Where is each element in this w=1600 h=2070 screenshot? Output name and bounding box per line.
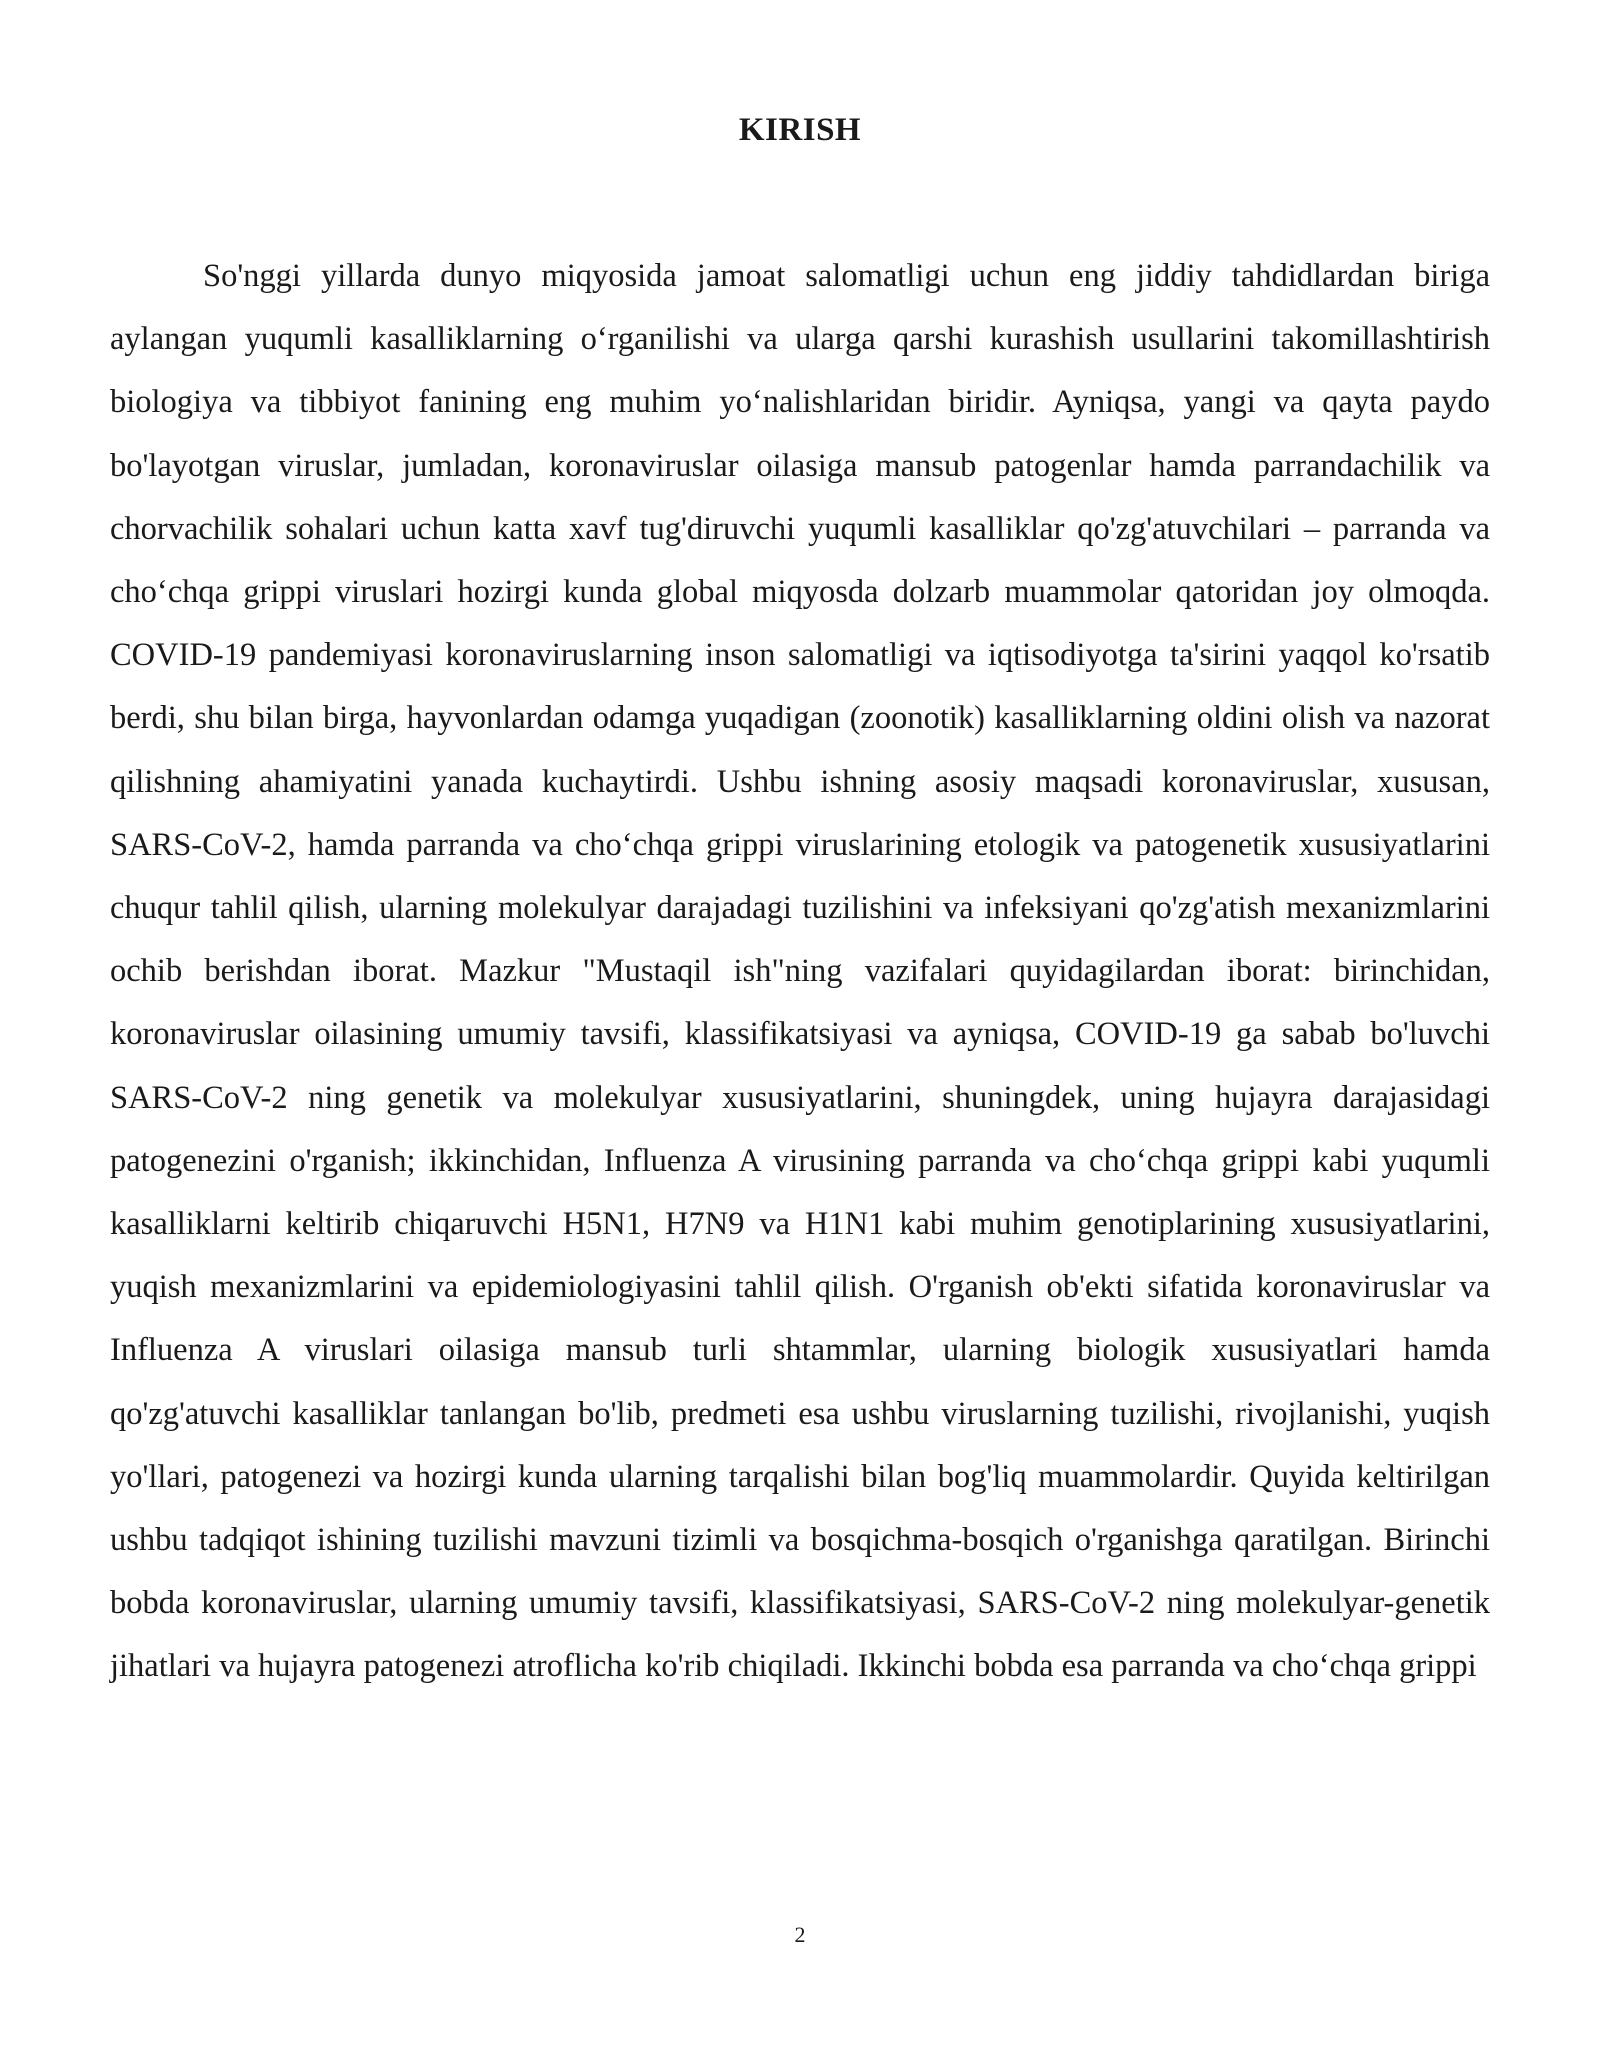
body-paragraph: So'nggi yillarda dunyo miqyosida jamoat salomatligi uchun eng jiddiy tahdidlardan biriga aylangan yuqumli kasalliklarning o‘rganilishi va ularga qarshi kurashish usullarini takomillashtirish biologiya va tibbiyot fanining eng muhim yo‘nalishlaridan biridir. Ayniqsa, yangi va qayta paydo bo'layotgan viruslar, jumladan, koronaviruslar oilasiga mansub patogenlar hamda parrandachilik va chorvachilik sohalari uchun katta xavf tug'diruvchi yuqumli kasalliklar qo'zg'atuvchilari – parranda va cho‘chqa grippi viruslari hozirgi kunda global miqyosda dolzarb muammolar qatoridan joy olmoqda. COVID-19 pandemiyasi koronaviruslarning inson salomatligi va iqtisodiyotga ta'sirini yaqqol ko'rsatib berdi, shu bilan birga, hayvonlardan odamga yuqadigan (zoonotik) kasalliklarning oldini olish va nazorat qilishning ahamiyatini yanada kuchaytirdi. Ushbu ishning asosiy maqsadi koronaviruslar, xususan, SARS-CoV-2, hamda parranda va cho‘chqa grippi viruslarining etologik va patogenetik xususiyatlarini chuqur tahlil qilish, ularning molekulyar darajadagi tuzilishini va infeksiyani qo'zg'atish mexanizmlarini ochib berishdan iborat. Mazkur "Mustaqil ish"ning vazifalari quyidagilardan iborat: birinchidan, koronaviruslar oilasining umumiy tavsifi, klassifikatsiyasi va ayniqsa, COVID-19 ga sabab bo'luvchi SARS-CoV-2 ning genetik va molekulyar xususiyatlarini, shuningdek, uning hujayra darajasidagi patogenezini o'rganish; ikkinchidan, Influenza A virusining parranda va cho‘chqa grippi kabi yuqumli kasalliklarni keltirib chiqaruvchi H5N1, H7N9 va H1N1 kabi muhim genotiplarining xususiyatlarini, yuqish mexanizmlarini va epidemiologiyasini tahlil qilish. O'rganish ob'ekti sifatida koronaviruslar va Influenza A viruslari oilasiga mansub turli shtammlar, ularning biologik xususiyatlari hamda qo'zg'atuvchi kasalliklar tanlangan bo'lib, predmeti esa ushbu viruslarning tuzilishi, rivojlanishi, yuqish yo'llari, patogenezi va hozirgi kunda ularning tarqalishi bilan bog'liq muammolardir. Quyida keltirilgan ushbu tadqiqot ishining tuzilishi mavzuni tizimli va bosqichma-bosqich o'rganishga qaratilgan. Birinchi bobda koronaviruslar, ularning umumiy tavsifi, klassifikatsiyasi, SARS-CoV-2 ning molekulyar-genetik jihatlari va hujayra patogenezi atroflicha ko'rib chiqiladi. Ikkinchi bobda esa parranda va cho‘chqa grippi — [110, 258, 1490, 1685]
page-number: 2 — [794, 1922, 806, 1947]
section-heading: KIRISH — [738, 112, 862, 148]
